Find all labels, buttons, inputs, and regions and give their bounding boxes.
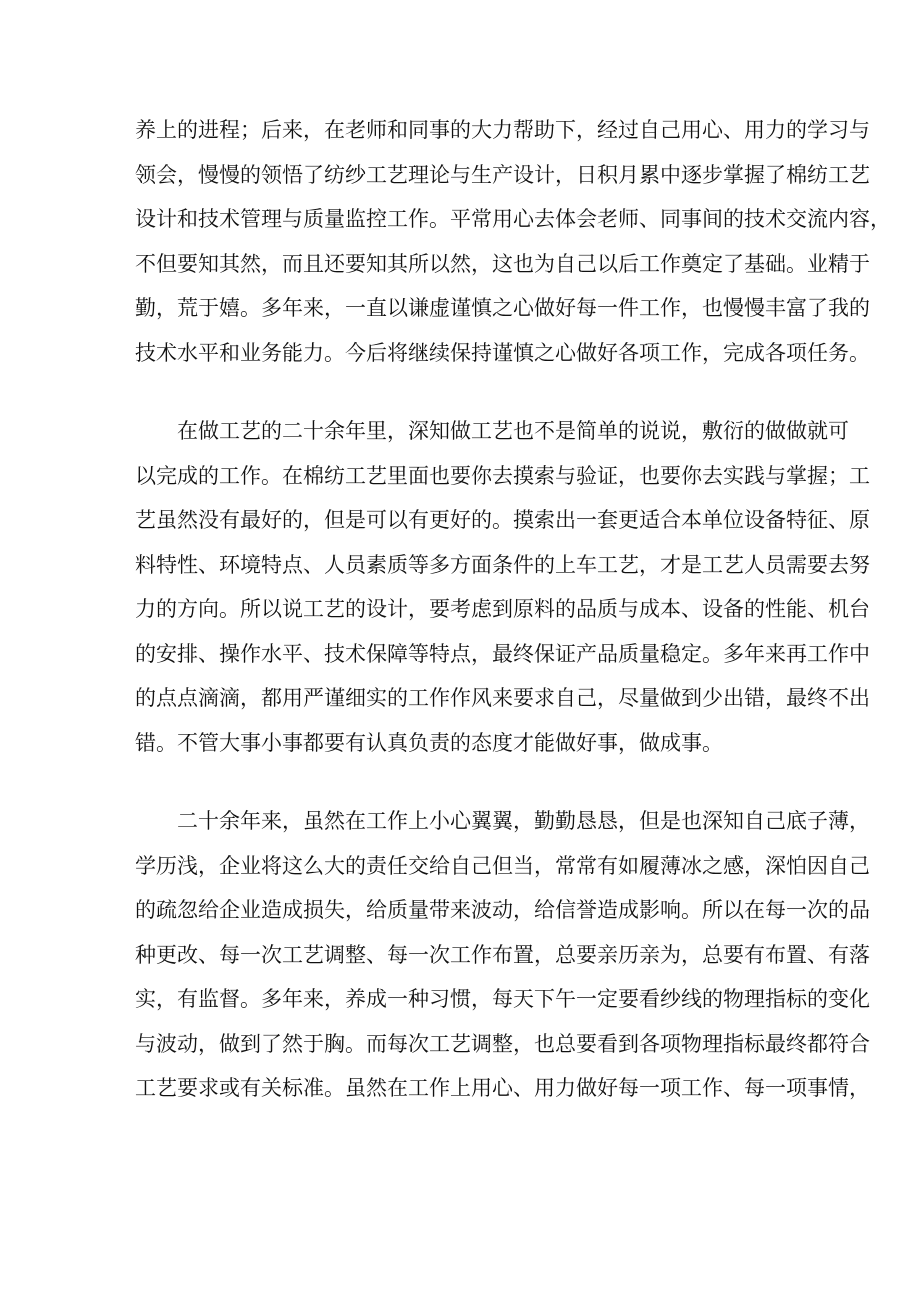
paragraph-2-line-3: 艺虽然没有最好的，但是可以有更好的。摸索出一套更适合本单位设备特征、原 xyxy=(135,508,870,532)
paragraph-2 xyxy=(135,409,870,765)
paragraph-1-line-3: 设计和技术管理与质量监控工作。平常用心去体会老师、同事间的技术交流内容， xyxy=(135,207,891,231)
paragraph-1-line-1: 养上的进程；后来，在老师和同事的大力帮助下，经过自己用心、用力的学习与 xyxy=(135,118,870,142)
paragraph-3-line-7: 工艺要求或有关标准。虽然在工作上用心、用力做好每一项工作、每一项事情， xyxy=(135,1076,870,1100)
paragraph-3-line-6: 与波动，做到了然于胸。而每次工艺调整，也总要看到各项物理指标最终都符合 xyxy=(135,1031,870,1056)
paragraph-3-line-4: 种更改、每一次工艺调整、每一次工作布置，总要亲历亲为，总要有布置、有落 xyxy=(135,942,870,967)
paragraph-3-line-3: 的疏忽给企业造成损失，给质量带来波动，给信誉造成影响。所以在每一次的品 xyxy=(135,898,870,922)
paragraph-1-line-2: 领会，慢慢的领悟了纺纱工艺理论与生产设计，日积月累中逐步掌握了棉纺工艺 xyxy=(135,162,870,187)
paragraph-1 xyxy=(135,108,891,375)
paragraph-2-line-8: 错。不管大事小事都要有认真负责的态度才能做好事，做成事。 xyxy=(135,730,723,755)
paragraph-2-line-6: 的安排、操作水平、技术保障等特点，最终保证产品质量稳定。多年来再工作中 xyxy=(135,641,870,666)
paragraph-3-line-5: 实，有监督。多年来，养成一种习惯，每天下午一定要看纱线的物理指标的变化 xyxy=(135,987,870,1011)
paragraph-2-line-4: 料特性、环境特点、人员素质等多方面条件的上车工艺，才是工艺人员需要去努 xyxy=(135,552,870,577)
paragraph-3-line-2: 学历浅，企业将这么大的责任交给自己但当，常常有如履薄冰之感，深怕因自己 xyxy=(135,853,870,878)
paragraph-1-line-6: 技术水平和业务能力。今后将继续保持谨慎之心做好各项工作，完成各项任务。 xyxy=(135,340,870,365)
document-page xyxy=(135,108,891,1111)
paragraph-2-line-1: 在做工艺的二十余年里，深知做工艺也不是简单的说说，敷衍的做做就可 xyxy=(135,419,849,443)
paragraph-1-line-5: 勤，荒于嬉。多年来，一直以谦虚谨慎之心做好每一件工作，也慢慢丰富了我的 xyxy=(135,296,870,320)
paragraph-3-line-1: 二十余年来，虽然在工作上小心翼翼，勤勤恳恳，但是也深知自己底子薄， xyxy=(135,809,870,833)
paragraph-2-line-7: 的点点滴滴，都用严谨细实的工作作风来要求自己，尽量做到少出错，最终不出 xyxy=(135,686,870,710)
paragraph-3 xyxy=(135,799,870,1111)
paragraph-spacer xyxy=(135,765,797,799)
paragraph-2-line-2: 以完成的工作。在棉纺工艺里面也要你去摸索与验证，也要你去实践与掌握；工 xyxy=(135,463,870,488)
paragraph-spacer xyxy=(135,375,797,409)
paragraph-2-line-5: 力的方向。所以说工艺的设计，要考虑到原料的品质与成本、设备的性能、机台 xyxy=(135,597,870,621)
paragraph-1-line-4: 不但要知其然，而且还要知其所以然，这也为自己以后工作奠定了基础。业精于 xyxy=(135,251,870,276)
